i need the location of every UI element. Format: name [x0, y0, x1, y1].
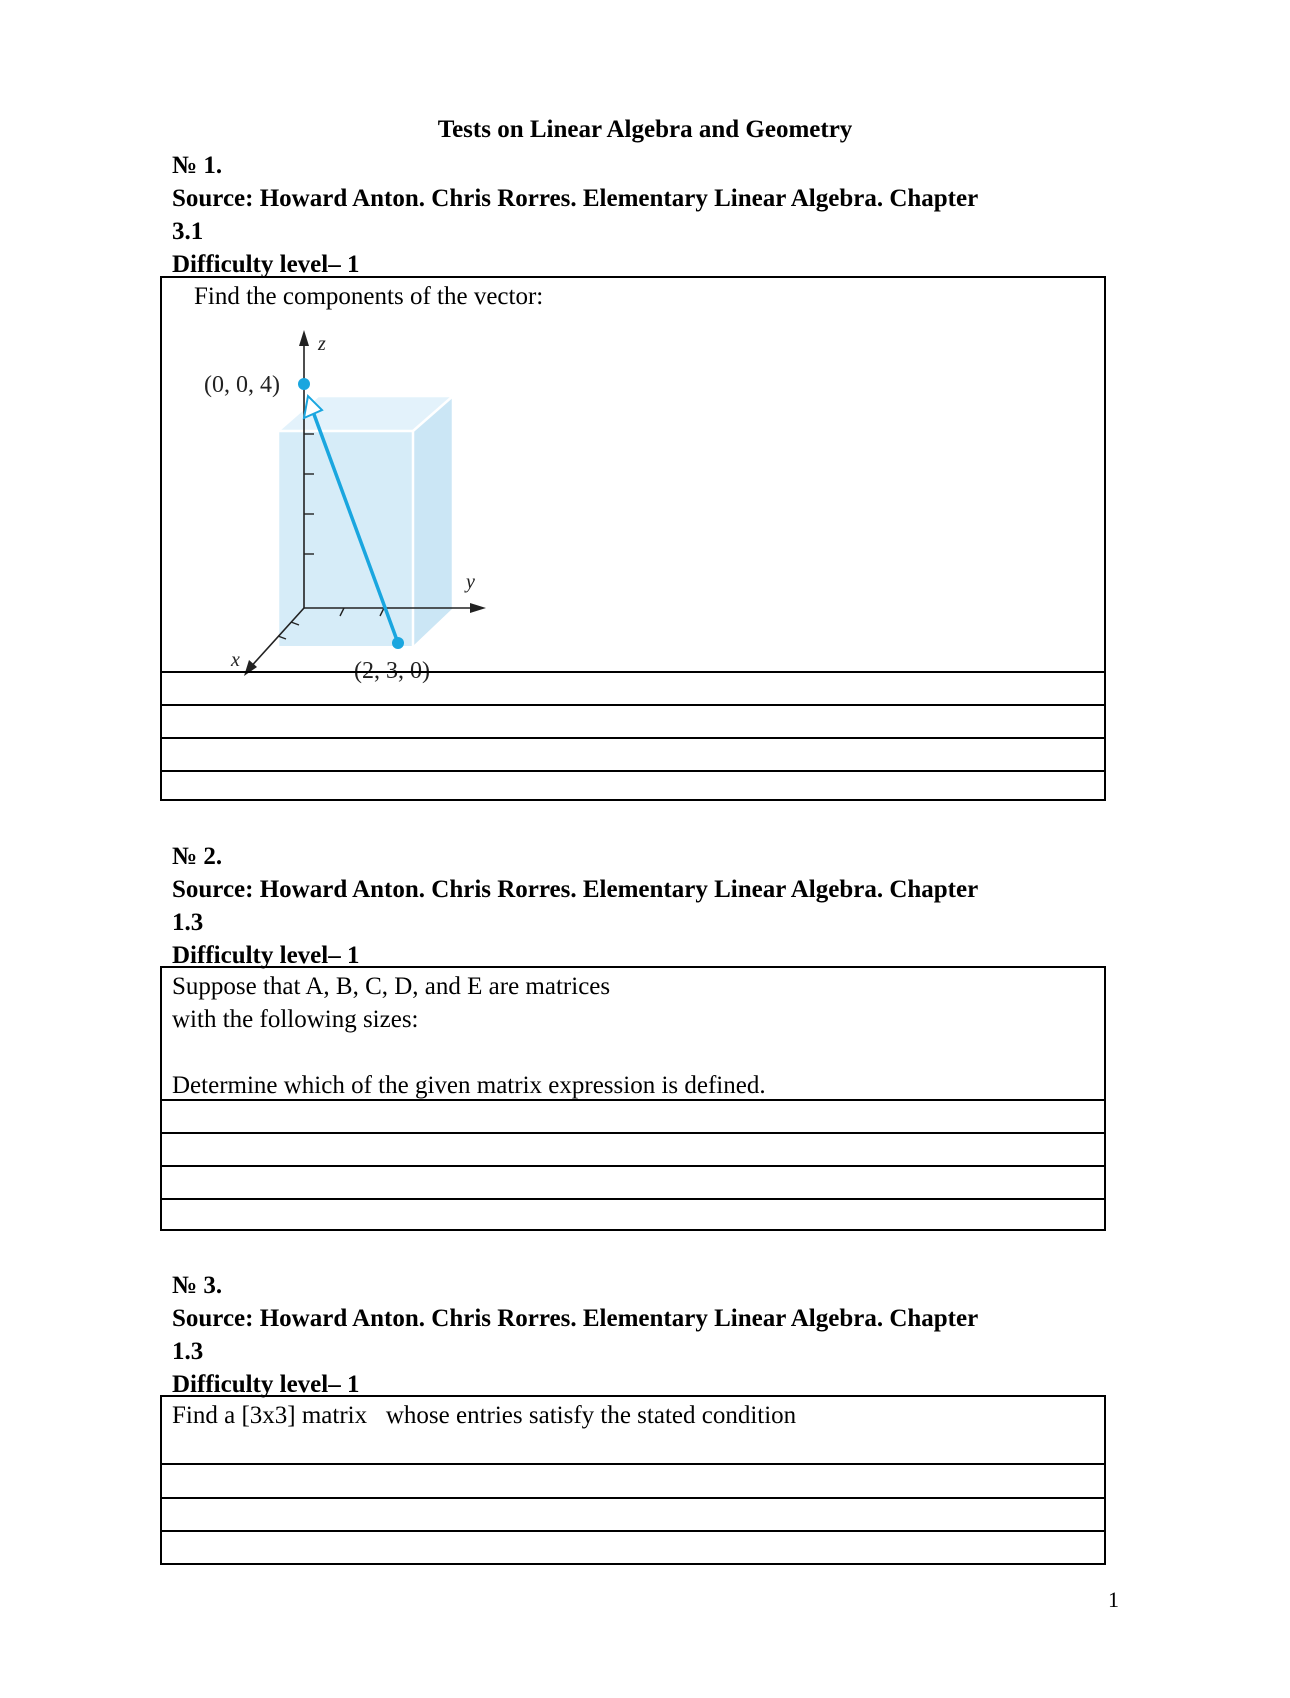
task-3-number: № 3.	[172, 1272, 223, 1299]
task-2-number: № 2.	[172, 843, 223, 870]
task-2-source-chapter: 1.3	[172, 909, 204, 936]
answer-line	[162, 737, 1104, 739]
task-1-box	[160, 276, 1106, 801]
point-top-marker	[298, 378, 310, 390]
task-1-source-chapter: 3.1	[172, 218, 204, 245]
answer-line	[162, 1463, 1104, 1465]
task-2-difficulty: Difficulty level– 1	[172, 942, 360, 969]
task-3-source-chapter: 1.3	[172, 1338, 204, 1365]
task-3-box	[160, 1395, 1106, 1565]
task-1-number: № 1.	[172, 152, 223, 179]
task-2-question-line: with the following sizes:	[172, 1006, 419, 1033]
task-3-header	[172, 1269, 978, 1401]
answer-line	[162, 1165, 1104, 1167]
x-axis-label: x	[231, 649, 240, 671]
answer-line	[162, 704, 1104, 706]
task-3-source: Source: Howard Anton. Chris Rorres. Elementary Linear Algebra. Chapter	[172, 1305, 979, 1332]
answer-line	[162, 1530, 1104, 1532]
vector-figure	[198, 326, 498, 684]
task-2-source: Source: Howard Anton. Chris Rorres. Elementary Linear Algebra. Chapter	[172, 876, 979, 903]
point-bottom-label: (2, 3, 0)	[354, 658, 430, 684]
z-axis-label: z	[318, 333, 326, 355]
answer-line	[162, 1198, 1104, 1200]
task-3-difficulty: Difficulty level– 1	[172, 1371, 360, 1398]
task-2-header	[172, 840, 978, 972]
document-title: Tests on Linear Algebra and Geometry	[437, 116, 853, 143]
y-axis-arrow	[470, 603, 486, 613]
task-2-question-line: Suppose that A, B, C, D, and E are matrices	[172, 973, 611, 1000]
answer-line	[162, 1099, 1104, 1101]
task-3-question: Find a [3x3] matrix whose entries satisfy the stated condition	[172, 1402, 797, 1429]
task-2-box	[160, 966, 1106, 1231]
task-2-question	[172, 970, 766, 1102]
page-number: 1	[1108, 1587, 1119, 1612]
y-axis-label: y	[466, 571, 475, 593]
blank-line	[172, 1036, 766, 1069]
task-1-question: Find the components of the vector:	[194, 283, 544, 310]
point-top-label: (0, 0, 4)	[204, 372, 280, 398]
task-1-difficulty: Difficulty level– 1	[172, 251, 360, 278]
z-axis-arrow	[299, 330, 309, 346]
task-1-source: Source: Howard Anton. Chris Rorres. Elementary Linear Algebra. Chapter	[172, 185, 979, 212]
answer-line	[162, 1132, 1104, 1134]
answer-line	[162, 671, 1104, 673]
answer-line	[162, 770, 1104, 772]
task-1-header	[172, 149, 978, 281]
answer-line	[162, 1497, 1104, 1499]
point-bottom-marker	[392, 637, 404, 649]
task-2-question-line: Determine which of the given matrix expression is defined.	[172, 1072, 766, 1099]
